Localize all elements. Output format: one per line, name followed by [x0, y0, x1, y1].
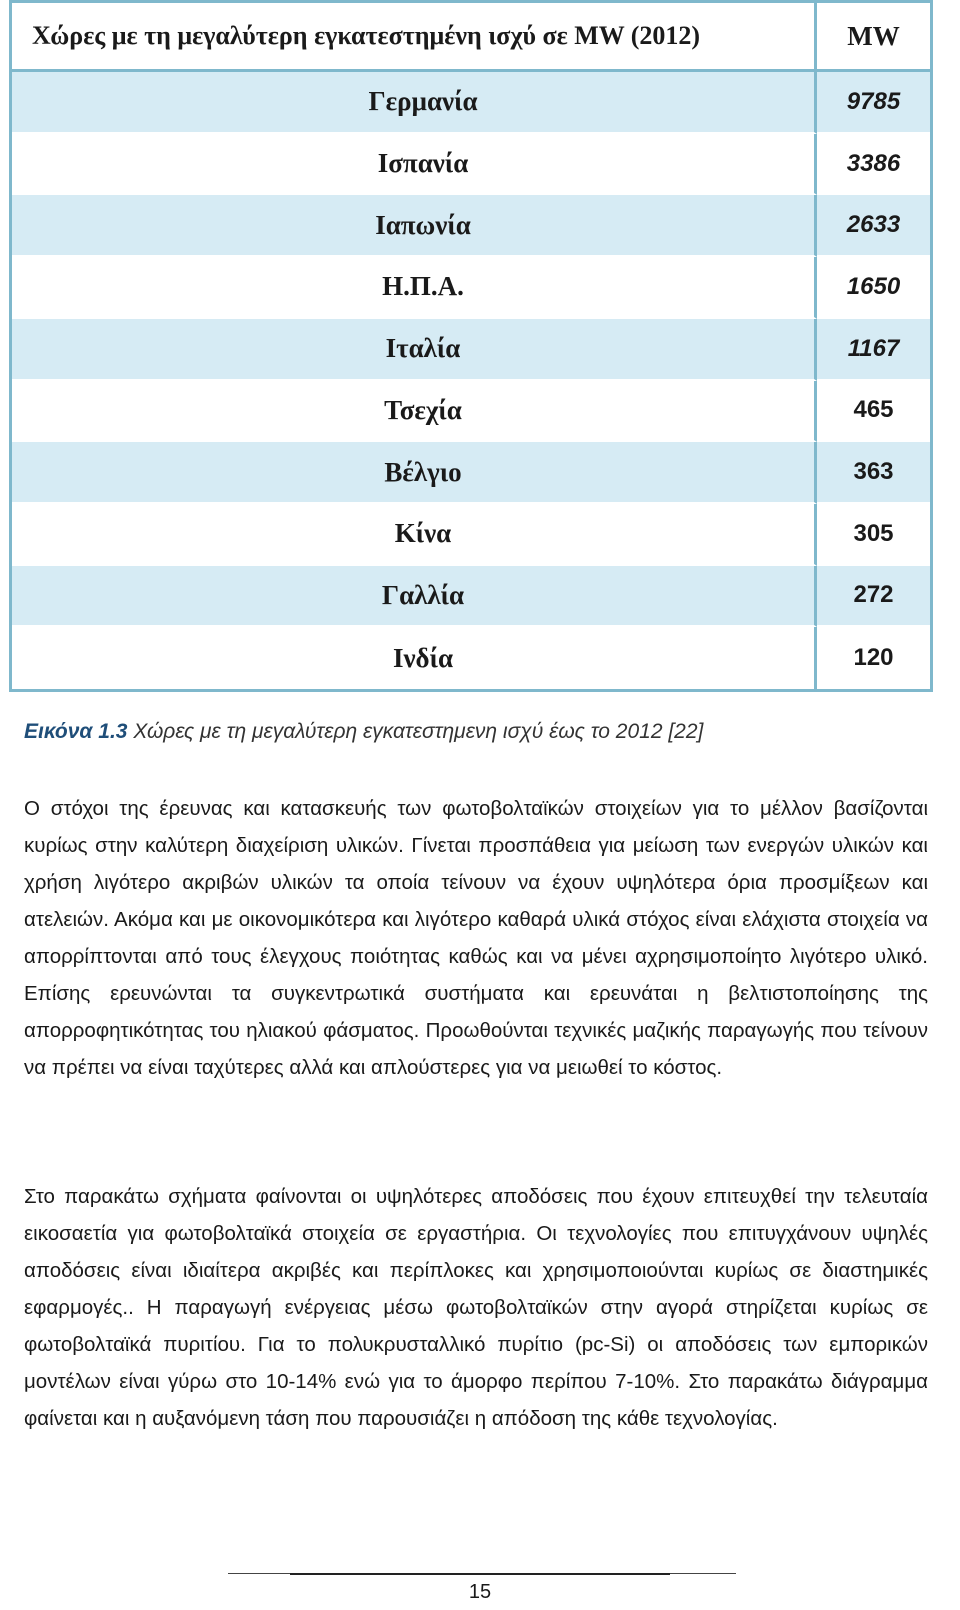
- table-row-country: Γαλλία: [12, 566, 817, 628]
- table-row-country: Ινδία: [12, 627, 817, 689]
- table-row-country: Ιαπωνία: [12, 195, 817, 257]
- table-row-country: Τσεχία: [12, 381, 817, 443]
- table-row-country: Ιταλία: [12, 319, 817, 381]
- table-row-country: Η.Π.Α.: [12, 257, 817, 319]
- caption-label: Εικόνα 1.3: [24, 720, 128, 743]
- table-row-value: 3386: [817, 134, 930, 196]
- caption-text: Χώρες με τη μεγαλύτερη εγκατεστημενη ισχύ έως το 2012 [22]: [127, 720, 704, 743]
- body-paragraph: Στο παρακάτω σχήματα φαίνονται οι υψηλότερες αποδόσεις που έχουν επιτευχθεί την τελευταία εικοσαετία για φωτοβολταϊκά στοιχεία σε εργαστήρια. Οι τεχνολογίες που επιτυγχάνουν υψηλές αποδόσεις είναι ιδιαίτερα ακριβές και περίπλοκες και χρησιμοποιούνται κυρίως σε διαστημικές εφαρμογές.. Η παραγωγή ενέργειας μέσω φωτοβολταϊκών στην αγορά στηρίζεται κυρίως σε φωτοβολταϊκά πυριτίου. Για το πολυκρυσταλλικό πυρίτιο (pc-Si) οι αποδόσεις των εμπορικών μοντέλων είναι γύρω στο 10-14% ενώ για το άμορφο περίπου 7-10%. Στο παρακάτω διάγραμμα φαίνεται και η αυξανόμενη τάση που παρουσιάζει η απόδοση της κάθε τεχνολογίας.: [24, 1185, 928, 1430]
- body-paragraph: Ο στόχοι της έρευνας και κατασκευής των φωτοβολταϊκών στοιχείων για το μέλλον βασίζονται κυρίως στην καλύτερη διαχείριση υλικών. Γίνεται προσπάθεια για μείωση των ενεργών υλικών και χρήση λιγότερο ακριβών υλικών τα οποία τείνουν να έχουν υψηλότερα όρια προσμίξεων και ατελειών. Ακόμα και με οικονομικότερα και λιγότερο καθαρά υλικά στόχος είναι ελάχιστα στοιχεία να απορρίπτονται από τους έλεγχους ποιότητας καθώς και να μένει αχρησιμοποίητο λιγότερο υλικό. Επίσης ερευνώνται τα συγκεντρωτικά συστήματα και ερευνάται η βελτιστοποίησης της απορροφητικότητας του ηλιακού φάσματος. Προωθούνται τεχνικές μαζικής παραγωγής που τείνουν να πρέπει να είναι ταχύτερες αλλά και απλούστερες για να μειωθεί το κόστος.: [24, 797, 928, 1079]
- installed-capacity-table: [9, 0, 933, 692]
- table-row-value: 465: [817, 381, 930, 443]
- table-header-unit: MW: [817, 3, 930, 72]
- table-row-value: 363: [817, 442, 930, 504]
- table-row-value: 9785: [817, 72, 930, 134]
- table-row-value: 1167: [817, 319, 930, 381]
- page-number: 15: [468, 1581, 492, 1603]
- table-row-value: 120: [817, 627, 930, 689]
- table-row-country: Ισπανία: [12, 134, 817, 196]
- figure-caption: [24, 720, 703, 744]
- table-row-value: 2633: [817, 195, 930, 257]
- table-row-country: Κίνα: [12, 504, 817, 566]
- table-row-country: Βέλγιο: [12, 442, 817, 504]
- table-row-value: 272: [817, 566, 930, 628]
- table-header-title: Χώρες με τη μεγαλύτερη εγκατεστημένη ισχύ σε MW (2012): [12, 3, 817, 72]
- table-row-country: Γερμανία: [12, 72, 817, 134]
- table-row-value: 1650: [817, 257, 930, 319]
- table-row-value: 305: [817, 504, 930, 566]
- footer-divider-accent: [290, 1573, 670, 1575]
